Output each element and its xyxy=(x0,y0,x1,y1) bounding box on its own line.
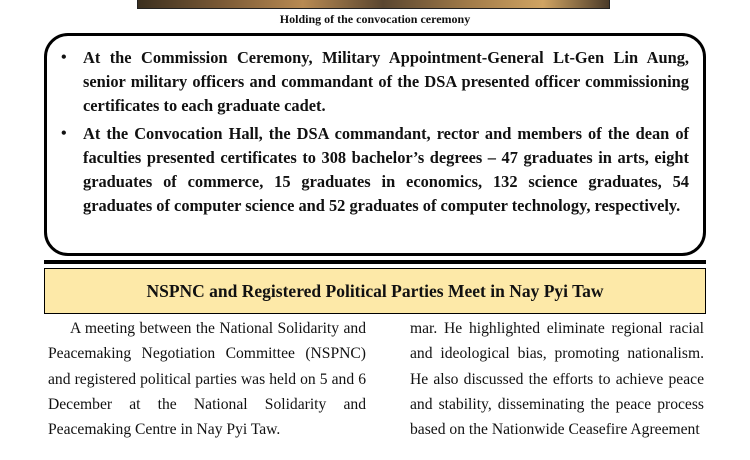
highlight-text: At the Commission Ceremony, Military Appointment-General Lt-Gen Lin Aung, senior military officers and commandant of the DSA presented officer commissioning certificates to each graduate cadet. xyxy=(83,48,689,115)
convocation-photo xyxy=(137,0,610,9)
highlights-box xyxy=(44,33,706,256)
bullet-icon: • xyxy=(61,125,67,142)
article-headline xyxy=(44,268,706,314)
headline-text: NSPNC and Registered Political Parties Meet in Nay Pyi Taw xyxy=(146,280,604,301)
article-column-right: mar. He highlighted eliminate regional racial and ideological bias, promoting nationalism. He also discussed the efforts to achieve peace and stability, disseminating the peace process based on the Nationwide Ceasefire Agreement xyxy=(410,320,704,439)
article-column-left: A meeting between the National Solidarity and Peacemaking Negotiation Committee (NSPNC) and registered political parties was held on 5 and 6 December at the National Solidarity and Peacemaking Centre in Nay Pyi Taw. xyxy=(48,320,366,439)
bullet-icon: • xyxy=(61,49,67,66)
highlights-list xyxy=(57,46,689,218)
highlight-item xyxy=(57,46,689,118)
photo-caption: Holding of the convocation ceremony xyxy=(279,12,471,26)
highlight-text: At the Convocation Hall, the DSA commandant, rector and members of the dean of faculties presented certificates to 308 bachelor’s degrees – 47 graduates in arts, eight graduates of commerce, 15 graduates in economics, 132 science graduates, 54 graduates of computer science and 52 graduates of computer technology, respectively. xyxy=(83,124,689,215)
highlight-item xyxy=(57,122,689,218)
section-divider xyxy=(44,260,706,264)
